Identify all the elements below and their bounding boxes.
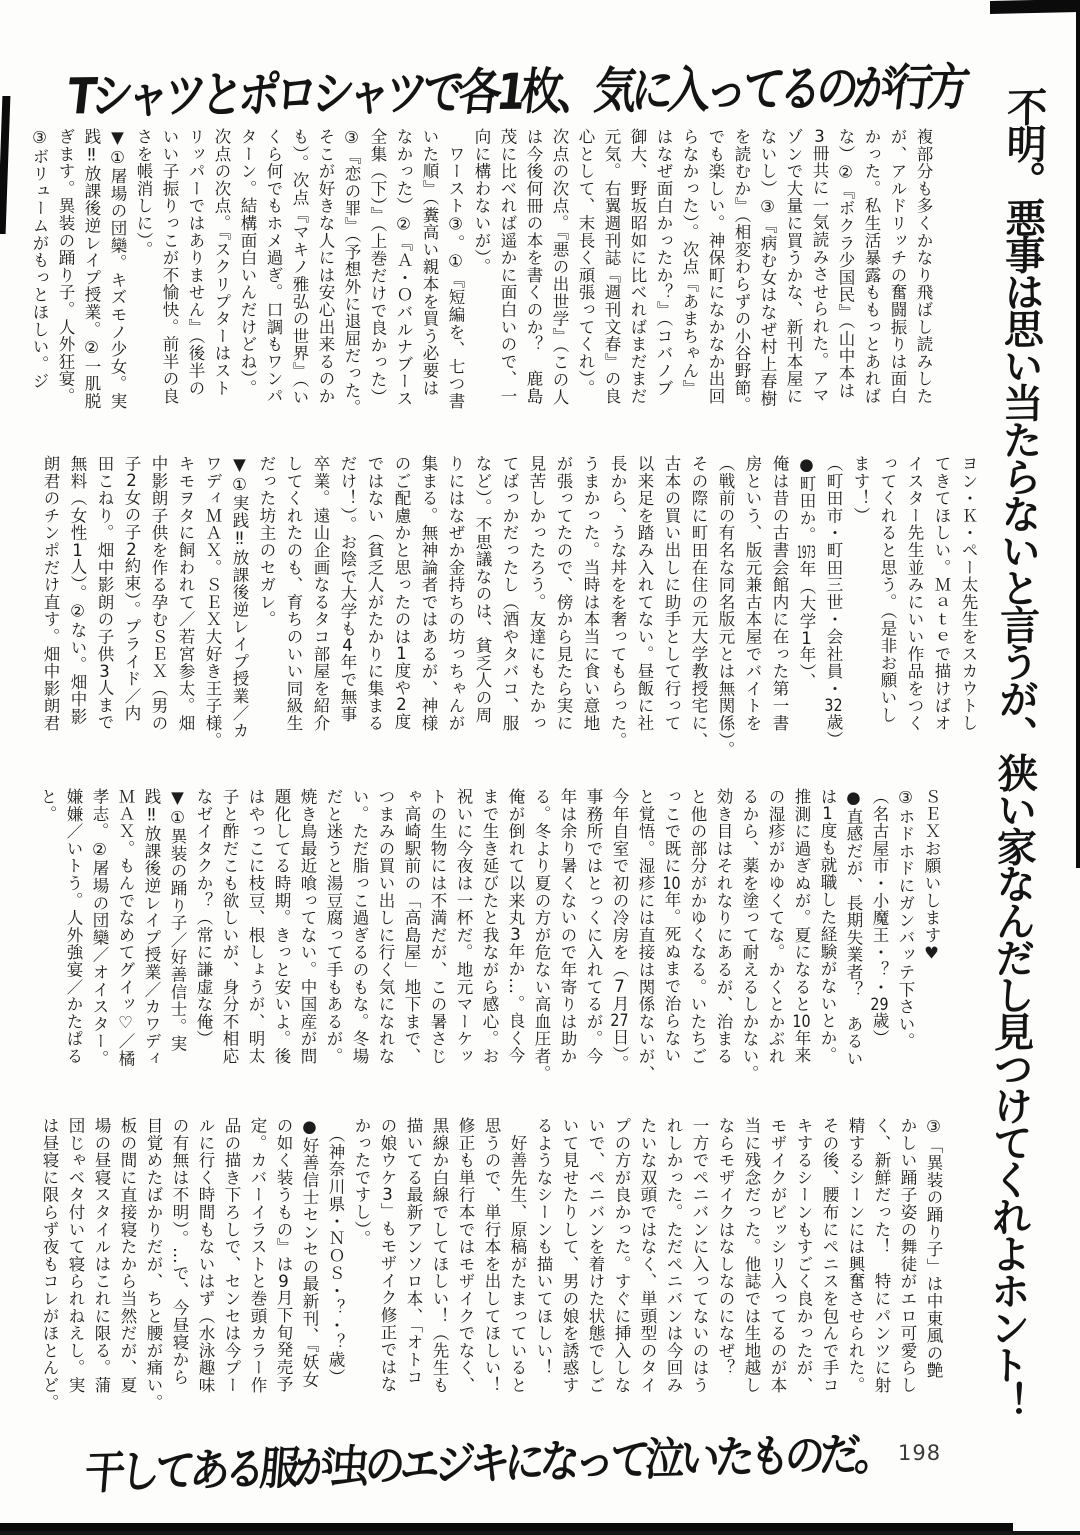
scan-artifact-bottom-edge xyxy=(0,1531,1080,1535)
text-column: 集まる。無神論者ではあるが、神様 xyxy=(419,455,438,732)
text-column: ③「異装の踊り子」は中東風の艶 xyxy=(924,1117,943,1379)
text-column: のご配慮かと思ったのは1度や2度 xyxy=(392,455,411,731)
text-column: は今後何冊の本を書くのか？ 鹿島 xyxy=(524,128,543,405)
text-column: 当に残念だった。他誌では生地越し xyxy=(742,1117,761,1394)
text-column: （神奈川県・ＮＯＳ・？・？歳） xyxy=(326,1117,345,1386)
text-column: かったですし）。 xyxy=(352,1117,371,1248)
text-column: 効き目はそれなりにあるが、治まる xyxy=(714,788,733,1065)
scan-artifact-right-edge xyxy=(1076,8,1080,868)
text-column: の娘ウケ3」もモザイク修正ではな xyxy=(378,1117,397,1394)
text-column: いて見せたりして、男の娘を誘惑す xyxy=(560,1117,579,1394)
text-column: が張ってたので、傍から見たら実に xyxy=(554,455,573,732)
text-column: 孝志。②屠場の団欒／オイスター。 xyxy=(90,788,109,1068)
text-column: ルに行く時間もないはず（水泳趣味 xyxy=(196,1117,215,1394)
text-column: 品の描き下ろしで、センセは今プー xyxy=(222,1117,241,1394)
text-column: 古本の買い出しに助手として行って xyxy=(662,455,681,732)
handwritten-note-right: 不明。悪事は思い当たらないと言うが、狭い家なんだし見つけてくれよホント！ xyxy=(982,86,1047,1419)
text-column: と。 xyxy=(38,788,57,823)
text-column: さを帳消しに）。 xyxy=(134,128,153,259)
text-band-1 xyxy=(26,128,936,434)
text-column: ぎます。異装の踊り子。人外狂宴。 xyxy=(56,128,75,405)
text-column: な）②『ボクラ少国民』（山中本は xyxy=(836,128,855,400)
text-column: が、アルドリッチの奮闘振りは面白 xyxy=(888,128,907,405)
text-column: ってくれると思う。（是非お願いし xyxy=(878,455,897,724)
text-column: 推測に過ぎぬが。夏になると10年来 xyxy=(792,788,811,1065)
text-column: など）。不思議なのは、貧乏人の周 xyxy=(473,455,492,724)
text-column: も）。次点『マキノ雅弘の世界』（い xyxy=(290,128,309,406)
text-column: るから、薬を塗って耐えるしかない。 xyxy=(740,788,759,1083)
text-column: キするシーンもすごく良かったが、 xyxy=(794,1117,813,1394)
text-column: 複部分も多くかなり飛ばし読みした xyxy=(914,128,933,405)
text-column: 子2女の子2約束）。プライド／内 xyxy=(122,455,141,722)
text-column: 向に構わないが）。 xyxy=(472,128,491,276)
text-column: ●町田か。1973年（大学1年）、 xyxy=(797,455,816,690)
text-column: はなぜ面白かったか？』（コバノブ xyxy=(654,128,673,397)
text-column: 黒線か白線でしてほしい！（先生も xyxy=(430,1117,449,1394)
scan-artifact-left-sliver xyxy=(0,96,10,234)
handwritten-note-bottom: 干してある服が虫のエジキになって泣いたものだ。 xyxy=(83,1428,892,1500)
text-column: いい子振りっこが不愉快。前半の良 xyxy=(160,128,179,405)
text-column: 板の間に直接寝たから当然だが、夏 xyxy=(118,1117,137,1394)
text-column: ▼①異装の踊り子／好善信士。実 xyxy=(168,788,187,1053)
text-column: 焼き鳥最近喰ってない。中国産が問 xyxy=(298,788,317,1065)
handwritten-note-top: Tシャツとポロシャツで各1枚、気に入ってるのが行方 xyxy=(64,58,969,126)
text-column: ③『恋の罪』（予想外に退屈だった。 xyxy=(342,128,361,417)
text-column: 全集（下）』（上巻だけで良かった） xyxy=(368,128,387,406)
text-column: いた順』（糞高い親本を買う必要は xyxy=(420,128,439,397)
text-column: かった。私生活暴露ももっとあれば xyxy=(862,128,881,405)
text-column: モザイクがビッシリ入ってるのが本 xyxy=(768,1117,787,1394)
text-column: の湿疹がかゆくてな。かくとかぶれ xyxy=(766,788,785,1065)
text-column: 見苦しかったろう。友達にもたかっ xyxy=(527,455,546,732)
text-column: 祝いに今夜は一杯だ。地元マーケッ xyxy=(454,788,473,1065)
text-column: ならモザイクはなしなのになぜ？ xyxy=(716,1117,735,1377)
text-column: つまみの買い出しに行く気になれな xyxy=(376,788,395,1065)
text-column: プの方が良かった。すぐに挿入しな xyxy=(612,1117,631,1394)
text-column: 目覚めたばかりだが、ちと腰が痛い。 xyxy=(144,1117,163,1412)
text-column: （名古屋市・小魔王・？・29歳） xyxy=(870,788,889,1047)
text-column: （戦前の有名な同名版元とは無関係）。 xyxy=(716,455,735,759)
text-column: ③ボリュームがもっとほしい。ジ xyxy=(30,128,49,390)
text-column: ▼①屠場の団欒。キズモノ少女。実 xyxy=(108,128,127,410)
text-column: そこが好きな人には安心出来るのか xyxy=(316,128,335,405)
text-column: ワディＭＡＸ。ＳＥＸ大好き王子様。 xyxy=(203,455,222,750)
text-column: 題化してる時期。きっと安いよ。後 xyxy=(272,788,291,1065)
text-column: い。ただ脂っこ過ぎるのもな。冬場 xyxy=(350,788,369,1065)
text-column: ③ホドホドにガンバッテ下さい。 xyxy=(896,788,915,1050)
text-column: 無料（女性1人）。②ない。畑中影 xyxy=(68,455,87,726)
text-column: 思うので、単行本を出してほしい！ xyxy=(482,1117,501,1394)
text-column: 今年自室で初の冷房を（7月27日）。 xyxy=(610,788,629,1073)
text-column: ●直感だが、長期失業者？ あるい xyxy=(844,788,863,1068)
text-column: その際に町田在住の元大学教授宅に、 xyxy=(689,455,708,750)
text-column: の如く装うもの』は9月下旬発売予 xyxy=(274,1117,293,1394)
text-column: ヨン・Ｋ・ペー太先生をスカウトし xyxy=(959,455,978,732)
text-column: 長から、うな丼をを奢ってもらった。 xyxy=(608,455,627,750)
text-column: 心として、末長く頑張ってくれ）。 xyxy=(576,128,595,397)
text-column: なゼイタクか？（常に謙虚な俺） xyxy=(194,788,213,1048)
text-column: 定。カバーイラストと巻頭カラー作 xyxy=(248,1117,267,1394)
text-band-3 xyxy=(34,788,944,1096)
text-column: トの生物には不満だが、この暑さじ xyxy=(428,788,447,1065)
text-column: 御大、野坂昭如に比べればまだまだ xyxy=(628,128,647,405)
text-column: 描いてる最新アンソロ本、「オトコ xyxy=(404,1117,423,1386)
text-band-2 xyxy=(37,455,982,763)
text-column: だと迷うと湯豆腐って手もあるが。 xyxy=(324,788,343,1065)
text-column: っこで既に10年。死ぬまで治らない xyxy=(662,788,681,1064)
text-column: だった坊主のセガレ。 xyxy=(257,455,276,628)
text-column: れしかった。ただペニバンは今回み xyxy=(664,1117,683,1394)
text-column: 嫌嫌／いトう。人外強宴／かたぱる xyxy=(64,788,83,1065)
text-column: いで、ペニバンを着けた状態でしご xyxy=(586,1117,605,1394)
text-column: は昼寝に限らず夜もコレがほとんど。 xyxy=(40,1117,59,1412)
text-column: ターン。結構面白いんだけどね）。 xyxy=(238,128,257,397)
text-column: 践‼放課後逆レイプ授業。②一肌脱 xyxy=(82,128,101,410)
text-column: ないし）③『病む女はなぜ村上春樹 xyxy=(758,128,777,408)
text-column: ＳＥＸお願いします♥ xyxy=(922,788,941,964)
text-column: イスター先生並みにいい作品をつく xyxy=(905,455,924,732)
text-column: 場の昼寝スタイルはこれに限る。蒲 xyxy=(92,1117,111,1394)
text-column: 中影朗子供を作る孕むＳＥＸ（男の xyxy=(149,455,168,732)
text-column: ゾンで大量に買うかな、新刊本屋に xyxy=(784,128,803,405)
text-column: 茂に比べれば遥かに面白いので、一 xyxy=(498,128,517,405)
text-column: ＭＡＸ。もんでなめてグイッ♡／橘 xyxy=(116,788,135,1068)
text-column: まで生き延びたと我ながら感心。お xyxy=(480,788,499,1065)
text-column: てばっかだったし（酒やタバコ、服 xyxy=(500,455,519,732)
page-number: 198 xyxy=(898,1441,942,1465)
text-column: ワースト③。①『短編を、七つ書 xyxy=(446,128,465,410)
text-column: ではない（貧乏人がたかりに集まる xyxy=(365,455,384,732)
text-column: 一方でペニバンに入ってないのはう xyxy=(690,1117,709,1394)
text-band-4 xyxy=(33,1117,946,1429)
text-column: （町田市・町田三世・会社員・32歳） xyxy=(824,455,843,749)
text-column: うまかった。当時は本当に食い意地 xyxy=(581,455,600,732)
text-column: ゃ高崎駅前の「高島屋」地下まで、 xyxy=(402,788,421,1065)
text-column: でも楽しい。神保町になかなか出回 xyxy=(706,128,725,405)
text-column: ●好善信士センセの最新刊、『妖女 xyxy=(300,1117,319,1389)
text-column: 事務所ではとっくに入れてるが。今 xyxy=(584,788,603,1065)
text-column: リッパーではありません』（後半の xyxy=(186,128,205,397)
text-column: は1度も就職した経験がないとか。 xyxy=(818,788,837,1065)
text-column: 3冊共に一気読みさせられた。アマ xyxy=(810,128,829,404)
text-column: 年は余り暑くないので年寄りは助か xyxy=(558,788,577,1065)
text-column: く、新鮮だった！ 特にパンツに射 xyxy=(872,1117,891,1394)
text-column: たいな双頭ではなく、単頭型のタイ xyxy=(638,1117,657,1394)
text-column: その後、腰布にペニスを包んで手コ xyxy=(820,1117,839,1394)
text-column: る。冬より夏の方が危ない高血圧者。 xyxy=(532,788,551,1083)
text-column: なかった）②『Ａ・Ｏバルナブース xyxy=(394,128,413,408)
text-column: くら何でもホメ過ぎ。口調もワンパ xyxy=(264,128,283,405)
text-column: てきてほしい。Ｍａｔｅで描けばオ xyxy=(932,455,951,732)
text-column: 団じゃベタ付いて寝られねえし。実 xyxy=(66,1117,85,1394)
text-column: 俺は昔の古書会館内に在った第一書 xyxy=(770,455,789,732)
text-column: 元気。右翼週刊誌『週刊文春』の良 xyxy=(602,128,621,405)
text-column: らなかった）。次点『あまちゃん』 xyxy=(680,128,699,397)
text-column: 精するシーンには興奮させられた。 xyxy=(846,1117,865,1394)
text-column: はやっこに枝豆、根しょうが、明太 xyxy=(246,788,265,1065)
text-column: 修正も単行本ではモザイクでなく、 xyxy=(456,1117,475,1394)
text-column: 子と酢だこも欲しいが、身分不相応 xyxy=(220,788,239,1065)
text-column: 次点の次点。『悪の出世学』（この人 xyxy=(550,128,569,406)
text-column: りにはなぜか金持ちの坊っちゃんが xyxy=(446,455,465,732)
text-column: 次点の次点。『スクリプターはスト xyxy=(212,128,231,397)
scan-artifact-top-right xyxy=(990,0,1080,14)
text-column: ▼①実践‼放課後逆レイプ授業／カ xyxy=(230,455,249,740)
text-column: の有無は不明）。…で、今昼寝から xyxy=(170,1117,189,1386)
text-column: 践‼放課後逆レイプ授業／カワディ xyxy=(142,788,161,1068)
text-column: と他の部分がかゆくなる。いたちご xyxy=(688,788,707,1065)
text-column: 卒業。遠山企画なるタコ部屋を紹介 xyxy=(311,455,330,732)
text-column: ます！） xyxy=(851,455,870,525)
text-column: だけ！）。お陰で大学も4年で無事 xyxy=(338,455,357,723)
text-column: 朗君のチンポだけ直す。畑中影朗君 xyxy=(41,455,60,732)
text-column: 田こねり。畑中影朗の子供3人まで xyxy=(95,455,114,732)
text-column: 俺が倒れて以来丸3年か…。良く今 xyxy=(506,788,525,1065)
text-column: かしい踊子姿の舞徒がエロ可愛らし xyxy=(898,1117,917,1394)
text-column: と覚悟。湿疹には直接は関係ないが、 xyxy=(636,788,655,1083)
text-column: 以来足を踏み入れてない。昼飯に社 xyxy=(635,455,654,732)
text-column: るようなシーンも描いてほしい！ xyxy=(534,1117,553,1377)
text-column: 房という、版元兼古本屋でバイトを xyxy=(743,455,762,732)
text-column: してくれたのも、育ちのいい同級生 xyxy=(284,455,303,732)
text-column: キモヲタに飼われて／若宮参太。畑 xyxy=(176,455,195,732)
text-column: 好善先生、原稿がたまっていると xyxy=(508,1117,527,1394)
text-column: を読むか』（相変わらずの小谷野節。 xyxy=(732,128,751,414)
